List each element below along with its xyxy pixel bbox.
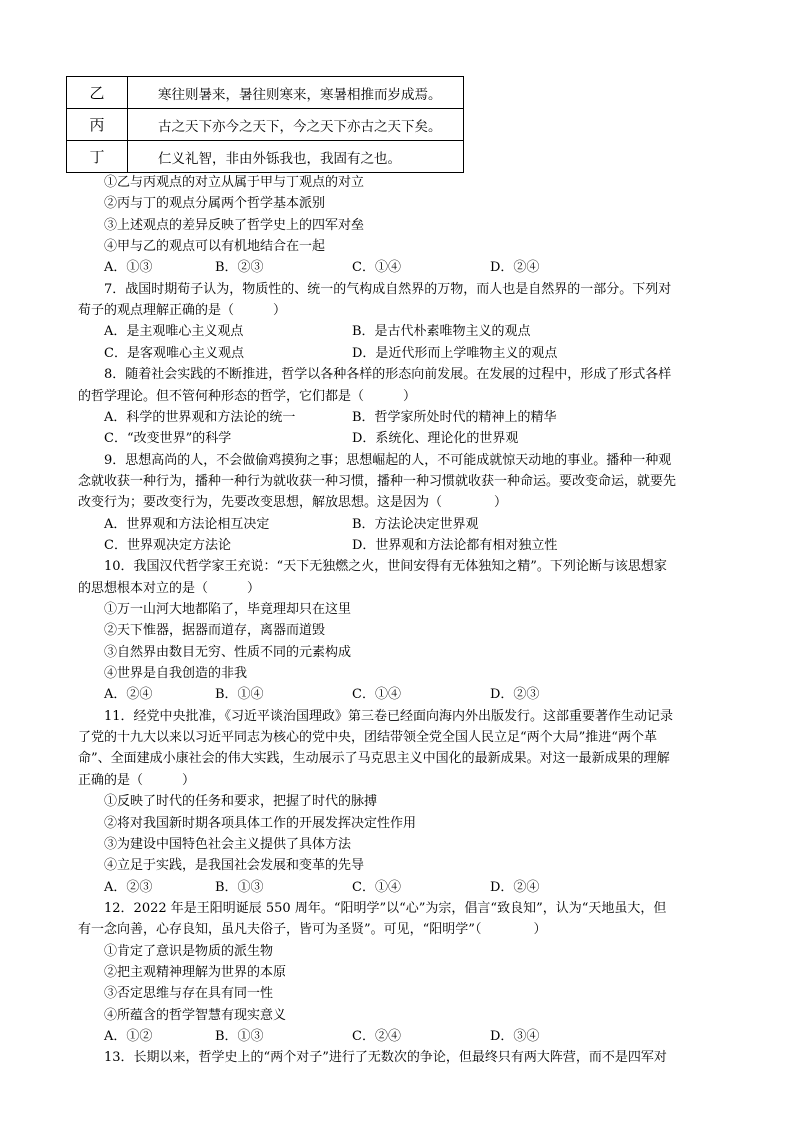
text-line: ④甲与乙的观点可以有机地结合在一起 bbox=[104, 239, 326, 255]
answer-option: A．②③ bbox=[104, 879, 153, 895]
table-text: 寒往则暑来，暑往则寒来，寒暑相推而岁成焉。 bbox=[128, 77, 464, 109]
text-line: ③为建设中国特色社会主义提供了具体方法 bbox=[104, 836, 352, 852]
answer-option: B．是古代朴素唯物主义的观点 bbox=[352, 324, 531, 340]
text-line: 改变行为；要改变行为，先要改变思想，解放思想。这是因为（ ） bbox=[78, 495, 508, 511]
answer-option: D．世界观和方法论都有相对独立性 bbox=[352, 537, 558, 553]
text-line: ②将对我国新时期各项具体工作的开展发挥决定性作用 bbox=[104, 815, 417, 831]
answer-option: A．世界观和方法论相互决定 bbox=[104, 516, 270, 532]
table-text: 古之天下亦今之天下，今之天下亦古之天下矣。 bbox=[128, 109, 464, 141]
answer-option: A．②④ bbox=[104, 687, 153, 703]
text-line: 12．2022 年是王阳明诞辰 550 周年。“阳明学”以“心”为宗，倡言“致良知”，认为“天地虽大，但 bbox=[104, 900, 667, 916]
answer-option: C．世界观决定方法论 bbox=[104, 537, 231, 553]
quote-table bbox=[66, 76, 464, 173]
text-line: 有一念向善，心存良知，虽凡夫俗子，皆可为圣贤”。可见，“阳明学”（ ） bbox=[78, 922, 547, 938]
text-line: ④立足于实践，是我国社会发展和变革的先导 bbox=[104, 858, 365, 874]
text-line: 8．随着社会实践的不断推进，哲学以各种各样的形态向前发展。在发展的过程中，形成了形式各样 bbox=[104, 367, 672, 383]
text-line: ①肯定了意识是物质的派生物 bbox=[104, 943, 274, 959]
text-line: ②丙与丁的观点分属两个哲学基本派别 bbox=[104, 196, 326, 212]
answer-option: D．③④ bbox=[490, 1029, 540, 1044]
text-line: 念就收获一种行为，播种一种行为就收获一种习惯，播种一种习惯就收获一种命运。要改变命运，就要先 bbox=[78, 473, 677, 489]
answer-option: A．①② bbox=[104, 1029, 153, 1044]
text-line: ②把主观精神理解为世界的本原 bbox=[104, 964, 287, 980]
answer-option: A．是主观唯心主义观点 bbox=[104, 324, 244, 340]
answer-option: C．①④ bbox=[352, 260, 401, 276]
table-row bbox=[67, 141, 464, 173]
text-line: 荀子的观点理解正确的是（ ） bbox=[78, 303, 287, 319]
table-text: 仁义礼智，非由外铄我也，我固有之也。 bbox=[128, 141, 464, 173]
text-line: 的思想根本对立的是（ ） bbox=[78, 580, 261, 596]
answer-option: D．②④ bbox=[490, 260, 540, 276]
text-line: 命”、全面建成小康社会的伟大实践，生动展示了马克思主义中国化的最新成果。对这一最新成果的理解 bbox=[78, 751, 670, 767]
answer-option: D．是近代形而上学唯物主义的观点 bbox=[352, 345, 558, 361]
table-key: 乙 bbox=[67, 77, 128, 109]
text-line: 11．经党中央批准，《习近平谈治国理政》第三卷已经面向海内外出版发行。这部重要著作生动记录 bbox=[104, 708, 674, 724]
text-line: ④世界是自我创造的非我 bbox=[104, 666, 248, 682]
answer-option: D．②④ bbox=[490, 879, 540, 895]
text-line: ①万一山河大地都陷了，毕竟理却只在这里 bbox=[104, 602, 352, 617]
answer-option: A．①③ bbox=[104, 260, 153, 276]
text-line: 了党的十九大以来以习近平同志为核心的党中央，团结带领全党全国人民立足“两个大局”推进“两个革 bbox=[78, 730, 657, 746]
table-row bbox=[67, 77, 464, 109]
text-line: ③否定思维与存在具有同一性 bbox=[104, 986, 274, 1002]
answer-option: B．①③ bbox=[215, 879, 264, 895]
text-line: ③上述观点的差异反映了哲学史上的四军对垒 bbox=[104, 217, 365, 233]
table-key: 丁 bbox=[67, 141, 128, 173]
answer-option: B．①③ bbox=[215, 1029, 264, 1044]
text-line: 的哲学理论。但不管何种形态的哲学，它们都是（ ） bbox=[78, 388, 417, 404]
answer-option: C．①④ bbox=[352, 879, 401, 895]
answer-option: B．哲学家所处时代的精神上的精华 bbox=[352, 409, 557, 425]
table-key: 丙 bbox=[67, 109, 128, 141]
answer-option: B．②③ bbox=[215, 260, 264, 276]
answer-option: D．系统化、理论化的世界观 bbox=[352, 431, 519, 447]
text-line: 13．长期以来，哲学史上的“两个对子”进行了无数次的争论，但最终只有两大阵营，而不是四军对 bbox=[104, 1050, 667, 1066]
text-line: ④所蕴含的哲学智慧有现实意义 bbox=[104, 1007, 287, 1023]
text-line: 9．思想高尚的人，不会做偷鸡摸狗之事；思想崛起的人，不可能成就惊天动地的事业。播种一种观 bbox=[104, 452, 672, 468]
answer-option: D．②③ bbox=[490, 687, 540, 703]
answer-option: C．①④ bbox=[352, 687, 401, 703]
text-line: 7．战国时期荀子认为，物质性的、统一的气构成自然界的万物，而人也是自然界的一部分。下列对 bbox=[104, 281, 672, 297]
answer-option: C．②④ bbox=[352, 1029, 401, 1044]
answer-option: C．是客观唯心主义观点 bbox=[104, 345, 244, 361]
answer-option: B．方法论决定世界观 bbox=[352, 516, 479, 532]
text-line: ①反映了时代的任务和要求，把握了时代的脉搏 bbox=[104, 794, 378, 810]
text-line: ②天下惟器，据器而道存，离器而道毁 bbox=[104, 623, 326, 639]
answer-option: B．①④ bbox=[215, 687, 264, 703]
answer-option: A．科学的世界观和方法论的统一 bbox=[104, 409, 296, 425]
text-line: 正确的是（ ） bbox=[78, 772, 196, 788]
text-line: ①乙与丙观点的对立从属于甲与丁观点的对立 bbox=[104, 175, 365, 190]
text-line: ③自然界由数目无穷、性质不同的元素构成 bbox=[104, 644, 352, 660]
answer-option: C．“改变世界”的科学 bbox=[104, 431, 232, 447]
table-row bbox=[67, 109, 464, 141]
text-line: 10．我国汉代哲学家王充说：“天下无独燃之火，世间安得有无体独知之精”。下列论断与该思想家 bbox=[104, 559, 667, 575]
